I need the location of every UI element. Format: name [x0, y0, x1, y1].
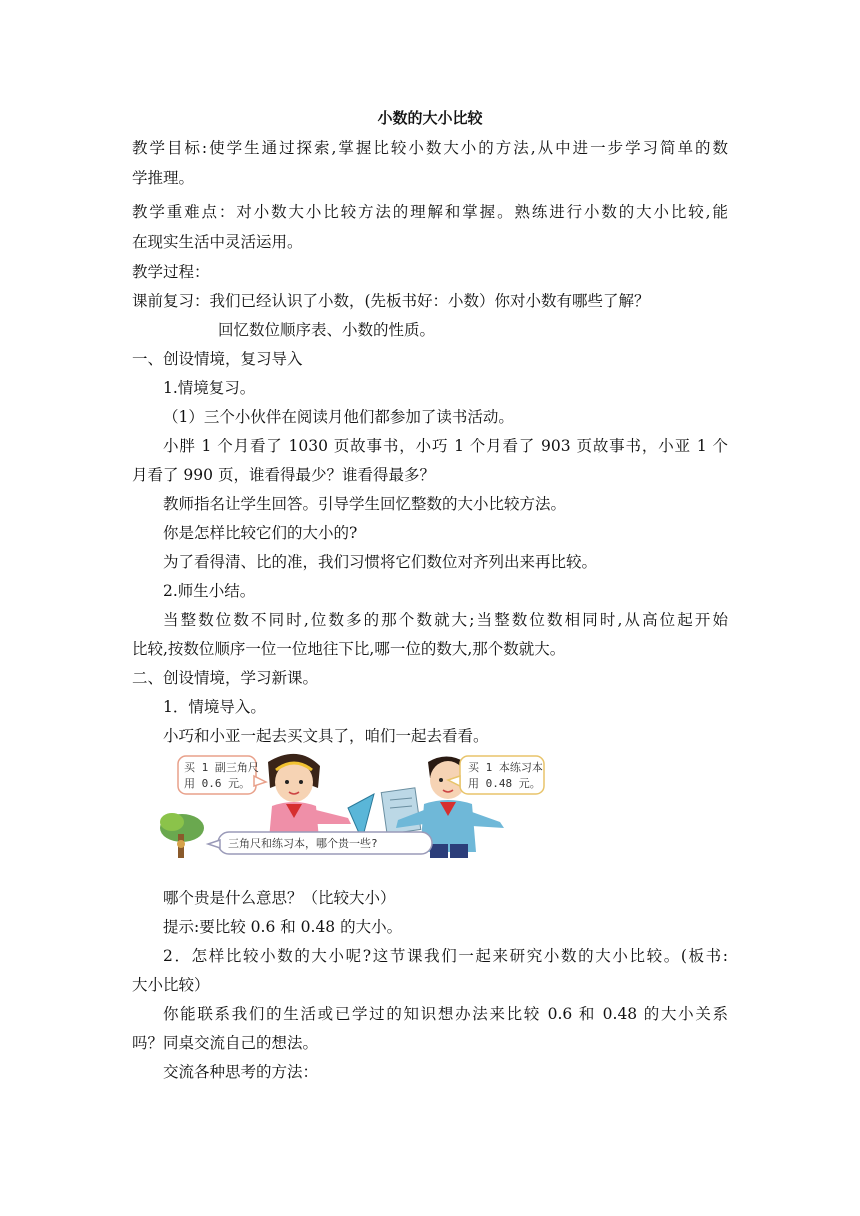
text-line: 课前复习：我们已经认识了小数，(先板书好：小数）你对小数有哪些了解？ [132, 292, 650, 310]
text-line: 1．情境导入。 [163, 698, 266, 716]
tree-character [160, 813, 204, 858]
speech-bubble-right [448, 756, 544, 794]
document-title: 小数的大小比较 [377, 109, 483, 127]
text-line: 你是怎样比较它们的大小的? [163, 524, 358, 542]
bubble-bottom-text: 三角尺和练习本，哪个贵一些? [228, 837, 378, 850]
text-line: 吗？同桌交流自己的想法。 [132, 1034, 319, 1052]
text-line: 提示:要比较 0.6 和 0.48 的大小。 [163, 918, 403, 936]
text-line: 1.情境复习。 [163, 379, 256, 397]
text-line: （1）三个小伙伴在阅读月他们都参加了读书活动。 [163, 408, 514, 426]
text-line: 大小比较） [132, 976, 210, 994]
text-line: 2.师生小结。 [163, 582, 256, 600]
text-line: 交流各种思考的方法： [163, 1063, 319, 1081]
text-line: 学推理。 [132, 169, 195, 187]
speech-bubble-left [178, 756, 266, 794]
section-heading: 一、创设情境，复习导入 [132, 350, 303, 368]
text-line: 教学重难点：对小数大小比较方法的理解和掌握。熟练进行小数的大小比较,能 [132, 203, 728, 221]
text-line: 在现实生活中灵活运用。 [132, 233, 303, 251]
shopping-illustration [148, 748, 548, 866]
text-line: 为了看得清、比的准，我们习惯将它们数位对齐列出来再比较。 [163, 553, 598, 571]
text-line: 小胖 1 个月看了 1030 页故事书，小巧 1 个月看了 903 页故事书，小亚 1 个 [163, 437, 728, 455]
text-line: 教学目标:使学生通过探索,掌握比较小数大小的方法,从中进一步学习简单的数 [132, 139, 728, 157]
bubble-right-line1: 买 1 本练习本 [468, 761, 543, 774]
text-line: 比较,按数位顺序一位一位地往下比,哪一位的数大,那个数就大。 [132, 640, 566, 658]
text-line: 哪个贵是什么意思？（比较大小） [163, 889, 396, 907]
text-line: 教学过程： [132, 263, 210, 281]
text-line: 月看了 990 页，谁看得最少？谁看得最多？ [132, 466, 435, 484]
text-line: 回忆数位顺序表、小数的性质。 [218, 321, 436, 339]
section-heading: 二、创设情境，学习新课。 [132, 669, 319, 687]
bubble-left-line2: 用 0.6 元。 [184, 777, 251, 790]
text-line: 你能联系我们的生活或已学过的知识想办法来比较 0.6 和 0.48 的大小关系 [163, 1005, 728, 1023]
text-line: 小巧和小亚一起去买文具了，咱们一起去看看。 [163, 727, 489, 745]
text-line: 2．怎样比较小数的大小呢?这节课我们一起来研究小数的大小比较。(板书: [163, 947, 728, 965]
text-line: 教师指名让学生回答。引导学生回忆整数的大小比较方法。 [163, 495, 567, 513]
bubble-left-line1: 买 1 副三角尺 [184, 761, 259, 774]
speech-bubble-bottom [208, 832, 432, 854]
bubble-right-line2: 用 0.48 元。 [468, 777, 541, 790]
text-line: 当整数位数不同时,位数多的那个数就大;当整数位数相同时,从高位起开始 [163, 611, 728, 629]
